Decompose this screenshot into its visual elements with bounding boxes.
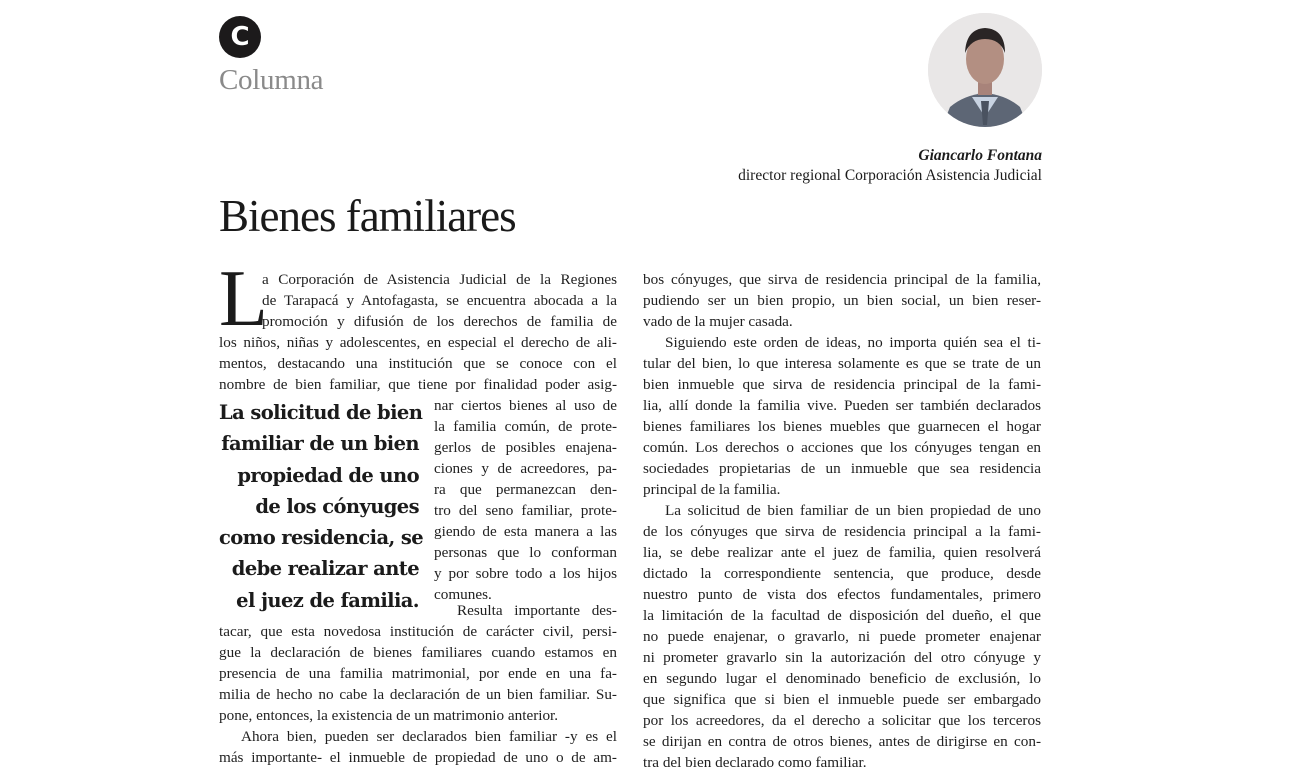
text-line: promoción y difusión de los derechos de familia de [262,313,617,330]
text-line: de los cónyuges que sirva de residencia principal a la fami- [643,523,1041,540]
text-line: y por sobre todo a los hijos [434,565,617,582]
column-1-end [219,600,617,768]
text-line: no puede enajenar, o gravarlo, ni puede prometer enajenar [643,628,1041,645]
text-line: bien inmueble que sirva de residencia principal de la fami- [643,376,1041,393]
text-line: lia, se debe realizar ante el juez de familia, quien resolverá [643,544,1041,561]
text-line: tra del bien declarado como familiar. [643,754,867,771]
text-line: lia, allí donde la familia vive. Pueden ser también declarados [643,397,1041,414]
pull-quote-line: propiedad de uno [237,463,419,487]
author-byline [738,146,1042,186]
text-line: vado de la mujer casada. [643,313,793,330]
article-headline: Bienes familiares [219,191,516,241]
pull-quote-line: como residencia, se [219,526,424,550]
text-line: comunes. [434,586,492,603]
pull-quote-line: familiar de un bien [221,432,419,456]
text-line: pone, entonces, la existencia de un matrimonio anterior. [219,707,559,724]
text-line: nombre de bien familiar, que tiene por finalidad poder asig- [219,376,617,393]
text-line: ni prometer gravarlo sin la autorización del otro cónyuge y [643,649,1041,666]
pull-quote-line: de los cónyuges [255,494,419,518]
text-line: mentos, destacando una institución que se conoce con el [219,355,617,372]
text-line: por los acreedores, da el derecho a solicitar que los terceros [643,712,1041,729]
column-badge: C [219,16,261,58]
text-line: a Corporación de Asistencia Judicial de la Regiones [262,271,617,288]
text-line: común. Los derechos o acciones que los cónyuges tengan en [643,439,1041,456]
text-line: que significa que si bien el inmueble puede ser embargado [643,691,1041,708]
drop-cap: L [219,255,268,343]
text-line: en segundo lugar el denominado beneficio de exclusión, lo [643,670,1041,687]
author-role: director regional Corporación Asistencia Judicial [738,167,1042,184]
text-line: Ahora bien, pueden ser declarados bien familiar -y es el [241,728,617,745]
text-line: ra que permanezcan den- [434,481,617,498]
text-line: tacar, que esta novedosa institución de carácter civil, persi- [219,623,617,640]
text-line: tro del seno familiar, prote- [434,502,617,519]
text-line: gue la declaración de bienes familiares cuando estamos en [219,644,617,661]
text-line: pudiendo ser un bien propio, un bien social, un bien reser- [643,292,1041,309]
text-line: Siguiendo este orden de ideas, no importa quién sea el ti- [665,334,1041,351]
text-line: nar ciertos bienes al uso de [434,397,617,414]
text-line: los niños, niñas y adolescentes, en especial el derecho de ali- [219,334,617,351]
text-line: Resulta importante des- [457,602,617,619]
author-avatar [928,13,1042,127]
pull-quote-line: debe realizar ante [231,557,419,581]
text-line: bienes familiares los bienes muebles que guarnecen el hogar [643,418,1041,435]
pull-quote-line: La solicitud de bien [219,401,423,424]
text-line: giendo de esta manera a las [434,523,617,540]
text-line: de Tarapacá y Antofagasta, se encuentra abocada a la [262,292,617,309]
author-name: Giancarlo Fontana [918,147,1042,164]
text-line: bos cónyuges, que sirva de residencia principal de la familia, [643,271,1041,288]
author-portrait-icon [928,13,1042,127]
text-line: ciones y de acreedores, pa- [434,460,617,477]
pull-quote [219,397,424,616]
section-label: Columna [219,64,324,96]
text-line: principal de la familia. [643,481,781,498]
text-line: La solicitud de bien familiar de un bien propiedad de uno [665,502,1041,519]
text-line: se dirijan en contra de otros bienes, antes de dirigirse en con- [643,733,1041,750]
text-line: gerlos de posibles enajena- [434,439,617,456]
text-line: dictado la correspondiente sentencia, que produce, desde [643,565,1041,582]
text-line: la familia común, de prote- [434,418,617,435]
text-line: milia de hecho no cabe la declaración de un bien familiar. Su- [219,686,617,703]
text-line: personas que lo conforman [434,544,617,561]
pull-quote-line: el juez de familia. [236,588,419,612]
text-line: tular del bien, lo que interesa solamente es que se trate de un [643,355,1041,372]
text-line: nuestro punto de vista dos efectos fundamentales, primero [643,586,1041,603]
text-line: sociedades propietarias de un inmueble que sea residencia [643,460,1041,477]
column-1-wrap [434,395,617,605]
text-line: más importante- el inmueble de propiedad de uno o de am- [219,749,617,766]
text-line: presencia de una familia matrimonial, por ende en una fa- [219,665,617,682]
column-2 [643,269,1041,773]
text-line: la limitación de la facultad de disposición del dueño, el que [643,607,1041,624]
column-1-intro [219,255,617,395]
